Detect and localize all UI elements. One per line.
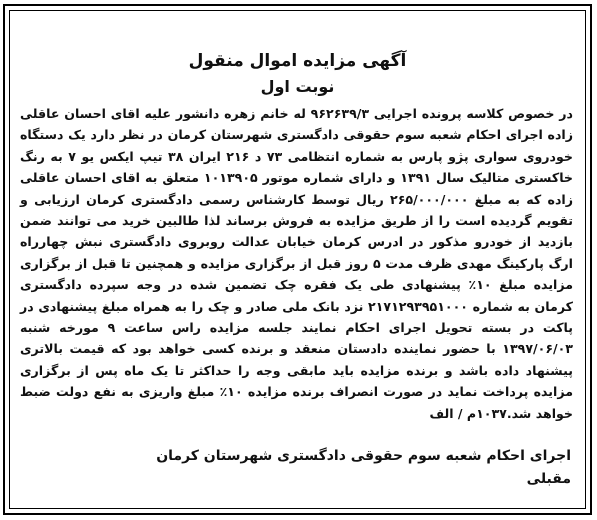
- signature-name: مقبلی: [526, 471, 571, 487]
- notice-subtitle: نوبت اول: [260, 77, 335, 96]
- notice-body: در خصوص کلاسه پرونده اجرایی ۹۶۲۶۳۹/۳ له خانم زهره دانشور علیه اقای احسان عاقلی زاده اجرای احکام شعبه سوم حقوقی دادگستری شهرستان کرمان در نظر دارد یک دستگاه خودروی سواری پژو پارس به شماره انتظامی ۷۳ د ۲۱۶ ایران ۳۸ تیپ ایکس یو ۷ به رنگ خاکستری متالیک سال ۱۳۹۱ و دارای شماره موتور ۱۰۱۳۹۰۵ متعلق به اقای احسان عاقلی زاده که به مبلغ ۲۶۵/۰۰۰/۰۰۰ ریال توسط کارشناس رسمی دادگستری کرمان ارزیابی و تقویم گردیده است را از طریق مزایده به فروش برساند لذا طالبین خرید می توانند ضمن بازدید از خودرو مذکور در ادرس کرمان خیابان عدالت روبروی دادگستری نبش چهارراه ارگ پارکینگ مهدی ظرف مدت ۵ روز قبل از برگزاری مزایده و همچنین تا قبل از برگزاری مزایده مبلغ ۱۰٪ پیشنهادی طی یک فقره چک تضمین شده در وجه سپرده دادگستری کرمان به شماره ۲۱۷۱۲۹۳۹۵۱۰۰۰ نزد بانک ملی صادر و چک را به همراه مبلغ پیشنهادی در پاکت در بسته تحویل اجرای احکام نمایند جلسه مزایده راس ساعت ۹ مورخه شنبه ۱۳۹۷/۰۶/۰۳ با حضور نماینده دادستان منعقد و برنده کسی خواهد بود که قیمت بالاتری پیشنهاد داده باشد و برنده مزایده باید مابقی وجه را حداکثر تا یک ماه پس از برگزاری مزایده پرداخت نماید در صورت انصراف برنده مزایده ۱۰٪ مبلغ واریزی به نفع دولت ضبط خواهد شد.۱۰۳۷م / الف: [20, 106, 574, 421]
- notice-title: آگهی مزایده اموال منقول: [188, 51, 407, 71]
- signature-office: اجرای احکام شعبه سوم حقوقی دادگستری شهرستان کرمان: [156, 448, 571, 464]
- notice-inner-border: [9, 10, 586, 509]
- notice-frame: [3, 4, 592, 515]
